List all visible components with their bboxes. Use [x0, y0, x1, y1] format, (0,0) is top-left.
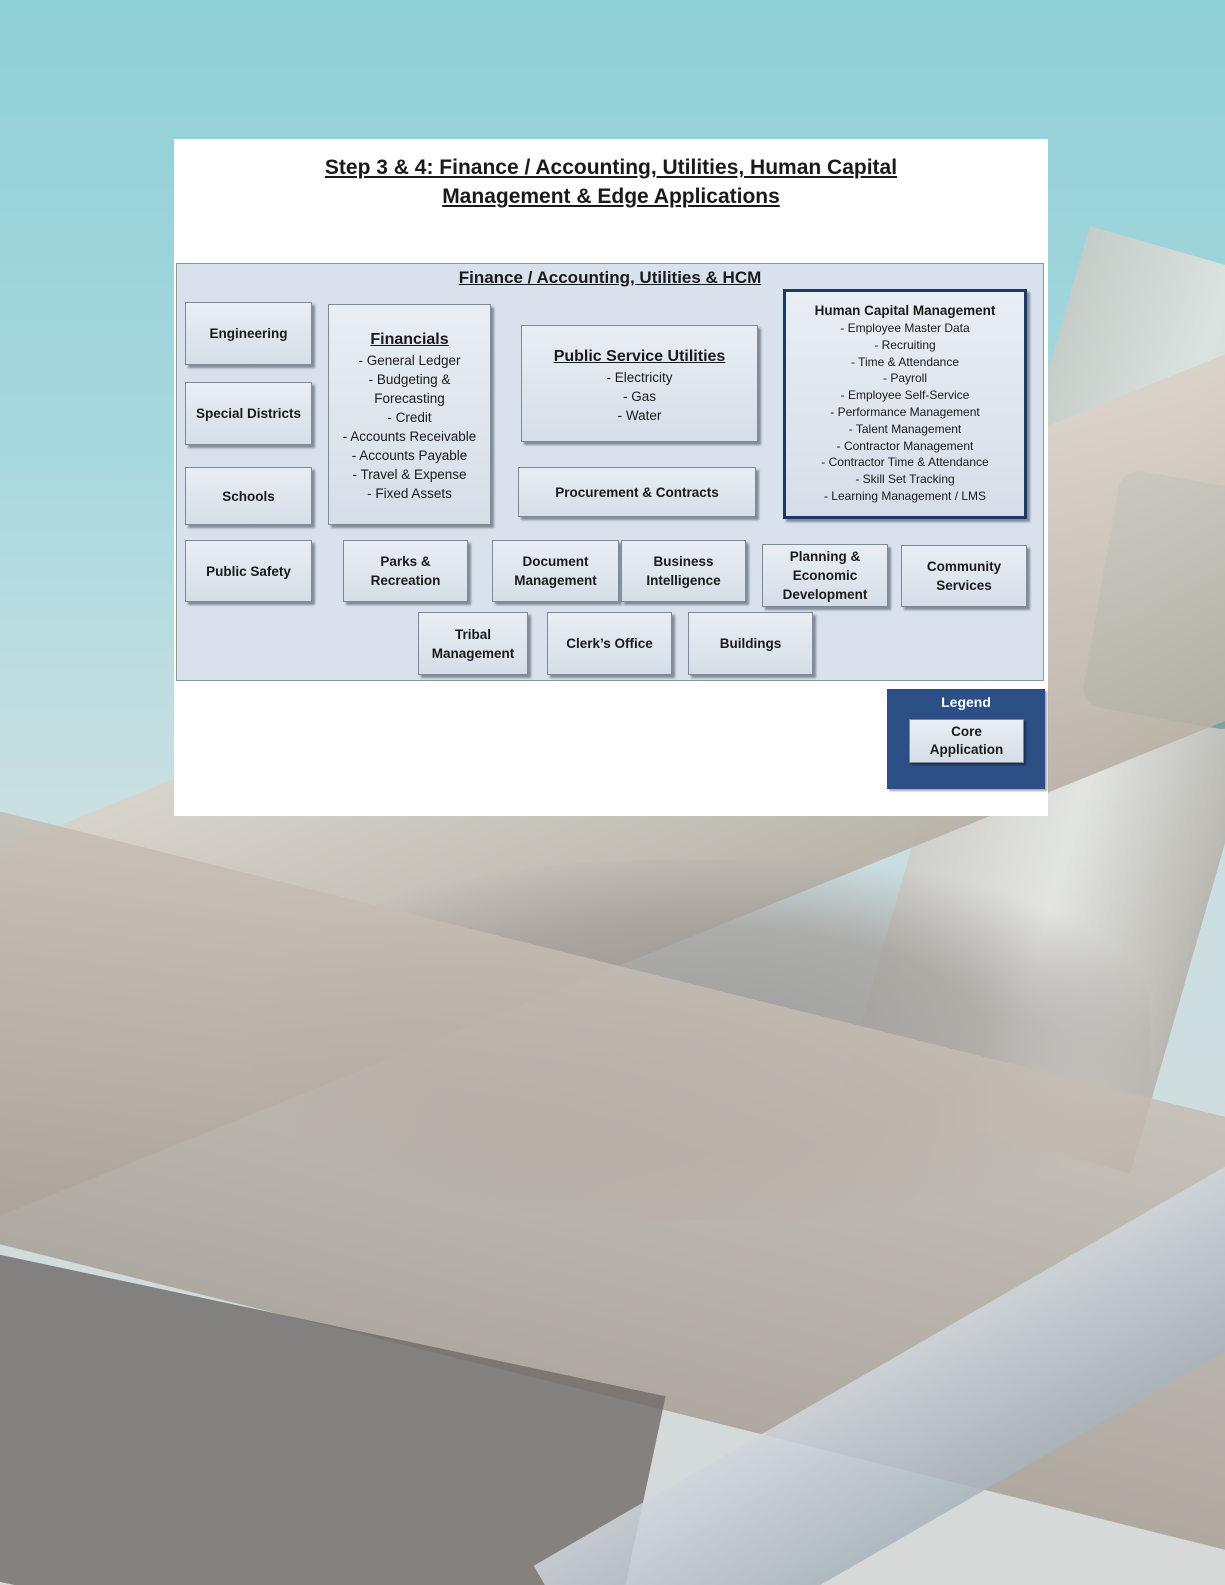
- legend-core-application: [909, 719, 1024, 763]
- utilities-item: - Gas: [622, 389, 656, 404]
- hcm-item: - Contractor Management: [836, 438, 974, 453]
- diagram-panel: [174, 139, 1048, 816]
- page-title: [174, 153, 1048, 211]
- engineering-box: [185, 302, 312, 365]
- community-services-box: [901, 545, 1027, 607]
- tribal-label-line: Management: [431, 645, 515, 661]
- hcm-item: - Time & Attendance: [850, 354, 960, 369]
- community-label-line: Services: [936, 578, 992, 593]
- frame-title: Finance / Accounting, Utilities & HCM: [458, 268, 762, 287]
- clerks-office-label: Clerk’s Office: [566, 636, 653, 651]
- special-districts-box: [185, 382, 312, 445]
- financials-item: - Budgeting &: [368, 372, 451, 387]
- public-safety-box: [185, 540, 312, 602]
- public-safety-label: Public Safety: [206, 563, 291, 579]
- legend: [887, 689, 1045, 789]
- hcm-item: - Employee Self-Service: [840, 388, 970, 403]
- legend-core-line: Core: [951, 724, 982, 739]
- hcm-item: - Performance Management: [830, 404, 980, 419]
- financials-item: - Fixed Assets: [367, 486, 452, 501]
- parks-label-line: Parks &: [380, 554, 431, 569]
- hcm-item: - Employee Master Data: [840, 321, 970, 335]
- utilities-heading: Public Service Utilities: [553, 348, 726, 365]
- utilities-item: - Water: [617, 408, 662, 423]
- planning-label-line: Planning &: [789, 549, 861, 564]
- planning-box: [762, 544, 888, 607]
- bi-label-line: Business: [653, 554, 714, 569]
- hcm-item: - Payroll: [882, 371, 927, 386]
- public-service-utilities-box: [521, 325, 758, 442]
- financials-item: - General Ledger: [358, 353, 461, 368]
- document-management-box: [492, 540, 619, 602]
- buildings-box: [688, 612, 813, 675]
- page-title-line-1: Step 3 & 4: Finance / Accounting, Utilities, Human Capital: [324, 156, 898, 179]
- planning-label-line: Development: [782, 587, 868, 602]
- hcm-item: - Skill Set Tracking: [855, 472, 955, 487]
- hcm-box: [783, 289, 1027, 519]
- financials-item: - Credit: [387, 410, 432, 425]
- planning-label-line: Economic: [792, 568, 858, 583]
- schools-box: [185, 467, 312, 525]
- parks-label-line: Recreation: [370, 573, 441, 588]
- buildings-label: Buildings: [719, 636, 782, 651]
- procurement-label: Procurement & Contracts: [555, 484, 719, 500]
- engineering-label: Engineering: [209, 326, 288, 341]
- parks-recreation-box: [343, 540, 468, 602]
- hcm-item: - Talent Management: [848, 421, 962, 436]
- financials-item: - Travel & Expense: [352, 467, 467, 482]
- legend-core-line: Application: [929, 742, 1004, 757]
- special-districts-label: Special Districts: [195, 406, 302, 421]
- document-label-line: Management: [514, 573, 597, 588]
- financials-box: [328, 304, 491, 525]
- document-label-line: Document: [522, 554, 589, 569]
- hcm-item: - Contractor Time & Attendance: [821, 455, 989, 470]
- business-intelligence-box: [621, 540, 746, 602]
- page-title-line-2: Management & Edge Applications: [442, 185, 780, 208]
- hcm-heading: Human Capital Management: [814, 303, 996, 318]
- utilities-item: - Electricity: [606, 370, 673, 385]
- financials-heading: Financials: [370, 331, 449, 348]
- applications-frame: [176, 263, 1044, 681]
- hcm-item: - Recruiting: [874, 337, 936, 352]
- tribal-label-line: Tribal: [454, 626, 491, 642]
- financials-item: Forecasting: [374, 391, 445, 406]
- financials-item: - Accounts Receivable: [342, 429, 477, 444]
- community-label-line: Community: [926, 559, 1002, 574]
- tribal-management-box: [418, 612, 528, 675]
- clerks-office-box: [547, 612, 672, 675]
- legend-title: Legend: [941, 694, 991, 710]
- financials-item: - Accounts Payable: [351, 448, 468, 463]
- procurement-box: [518, 467, 756, 517]
- bi-label-line: Intelligence: [646, 573, 721, 588]
- schools-label: Schools: [222, 488, 275, 504]
- hcm-item: - Learning Management / LMS: [823, 488, 987, 503]
